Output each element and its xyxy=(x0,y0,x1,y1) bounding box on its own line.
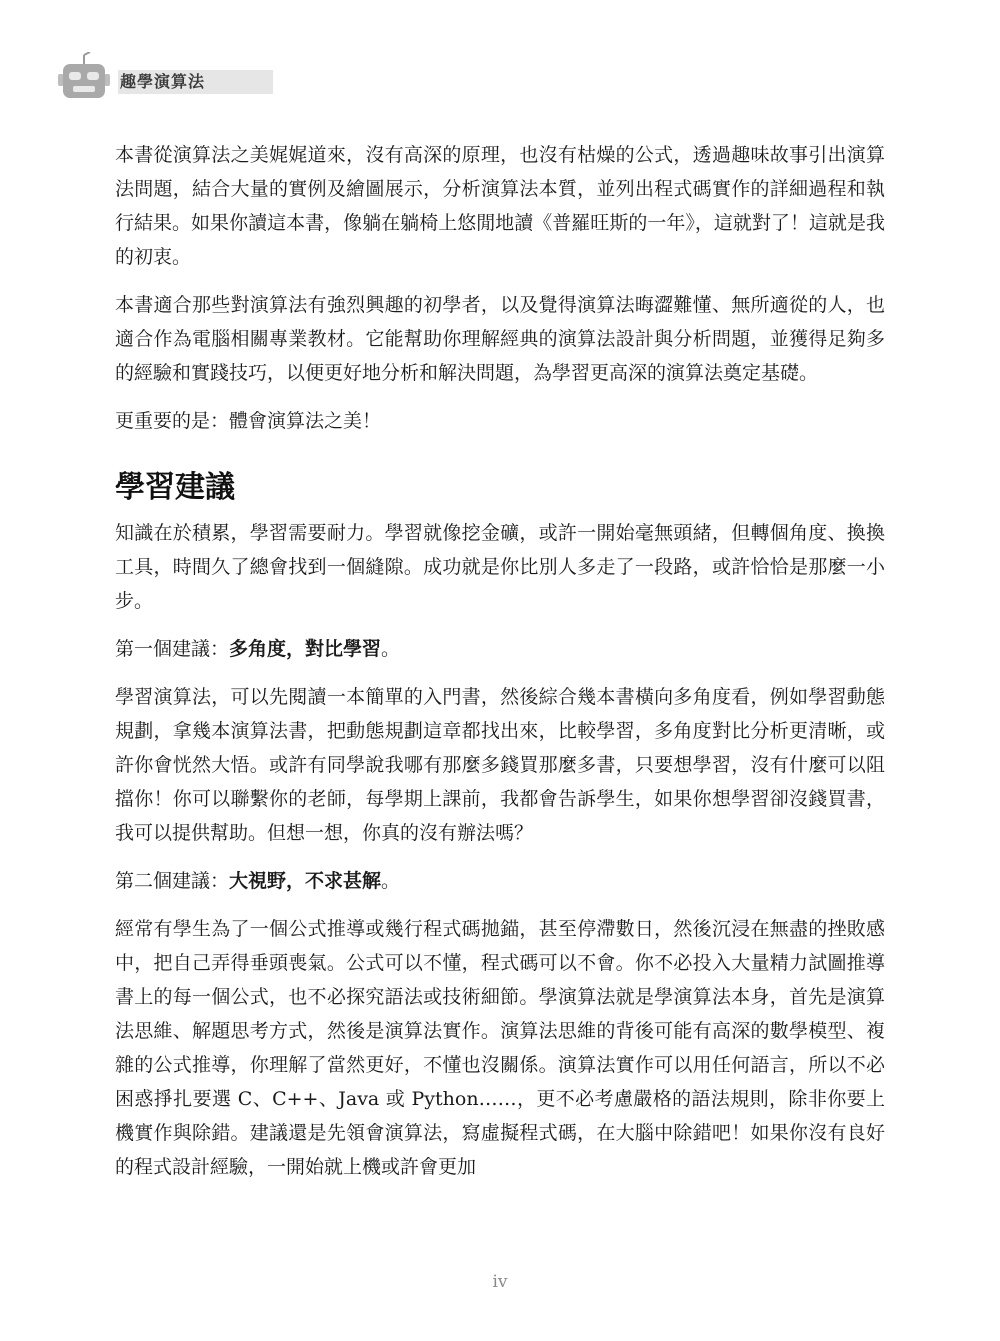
running-header xyxy=(48,48,248,98)
robot-icon xyxy=(54,52,114,102)
tip-1-line xyxy=(115,632,885,666)
page-number: iv xyxy=(492,1272,508,1292)
running-header-title: 趣學演算法 xyxy=(120,72,206,91)
tip-1-body: 學習演算法，可以先閱讀一本簡單的入門書，然後綜合幾本書橫向多角度看，例如學習動態規劃，拿幾本演算法書，把動態規劃這章都找出來，比較學習，多角度對比分析更清晰，或許你會恍然大悟。或許有同學說我哪有那麼多錢買那麼多書，只要想學習，沒有什麼可以阻擋你！你可以聯繫你的老師，每學期上課前，我都會告訴學生，如果你想學習卻沒錢買書，我可以提供幫助。但想一想，你真的沒有辦法嗎？ xyxy=(115,686,885,844)
section-intro-paragraph: 知識在於積累，學習需要耐力。學習就像挖金礦，或許一開始毫無頭緒，但轉個角度、換換工具，時間久了總會找到一個縫隙。成功就是你比別人多走了一段路，或許恰恰是那麼一小步。 xyxy=(115,522,885,612)
tip-2-body: 經常有學生為了一個公式推導或幾行程式碼拋錨，甚至停滯數日，然後沉浸在無盡的挫敗感中，把自己弄得垂頭喪氣。公式可以不懂，程式碼可以不會。你不必投入大量精力試圖推導書上的每一個公式，也不必探究語法或技術細節。學演算法就是學演算法本身，首先是演算法思維、解題思考方式，然後是演算法實作。演算法思維的背後可能有高深的數學模型、複雜的公式推導，你理解了當然更好，不懂也沒關係。演算法實作可以用任何語言，所以不必困惑掙扎要選 C、C++、Java 或 Python……，更不必考慮嚴格的語法規則，除非你要上機實作與除錯。建議還是先領會演算法，寫虛擬程式碼，在大腦中除錯吧！如果你沒有良好的程式設計經驗，一開始就上機或許會更加 xyxy=(115,918,885,1178)
paragraph-intro-1: 本書從演算法之美娓娓道來，沒有高深的原理，也沒有枯燥的公式，透過趣味故事引出演算法問題，結合大量的實例及繪圖展示，分析演算法本質，並列出程式碼實作的詳細過程和執行結果。如果你讀這本書，像躺在躺椅上悠閒地讀《普羅旺斯的一年》，這就對了！這就是我的初衷。 xyxy=(115,144,885,268)
section-heading: 學習建議 xyxy=(115,470,235,505)
tip-2-bold: 大視野，不求甚解 xyxy=(229,870,382,892)
tip-2-suffix: 。 xyxy=(381,870,401,892)
tip-1-bold: 多角度，對比學習 xyxy=(229,638,382,660)
tip-2-prefix: 第二個建議： xyxy=(115,870,230,892)
tip-1-prefix: 第一個建議： xyxy=(115,638,230,660)
tip-2-line xyxy=(115,864,885,898)
tip-1-suffix: 。 xyxy=(381,638,401,660)
page-body xyxy=(115,138,885,1184)
paragraph-intro-3: 更重要的是：體會演算法之美！ xyxy=(115,410,382,432)
paragraph-intro-2: 本書適合那些對演算法有強烈興趣的初學者，以及覺得演算法晦澀難懂、無所適從的人，也適合作為電腦相關專業教材。它能幫助你理解經典的演算法設計與分析問題，並獲得足夠多的經驗和實踐技巧，以便更好地分析和解決問題，為學習更高深的演算法奠定基礎。 xyxy=(115,294,885,384)
